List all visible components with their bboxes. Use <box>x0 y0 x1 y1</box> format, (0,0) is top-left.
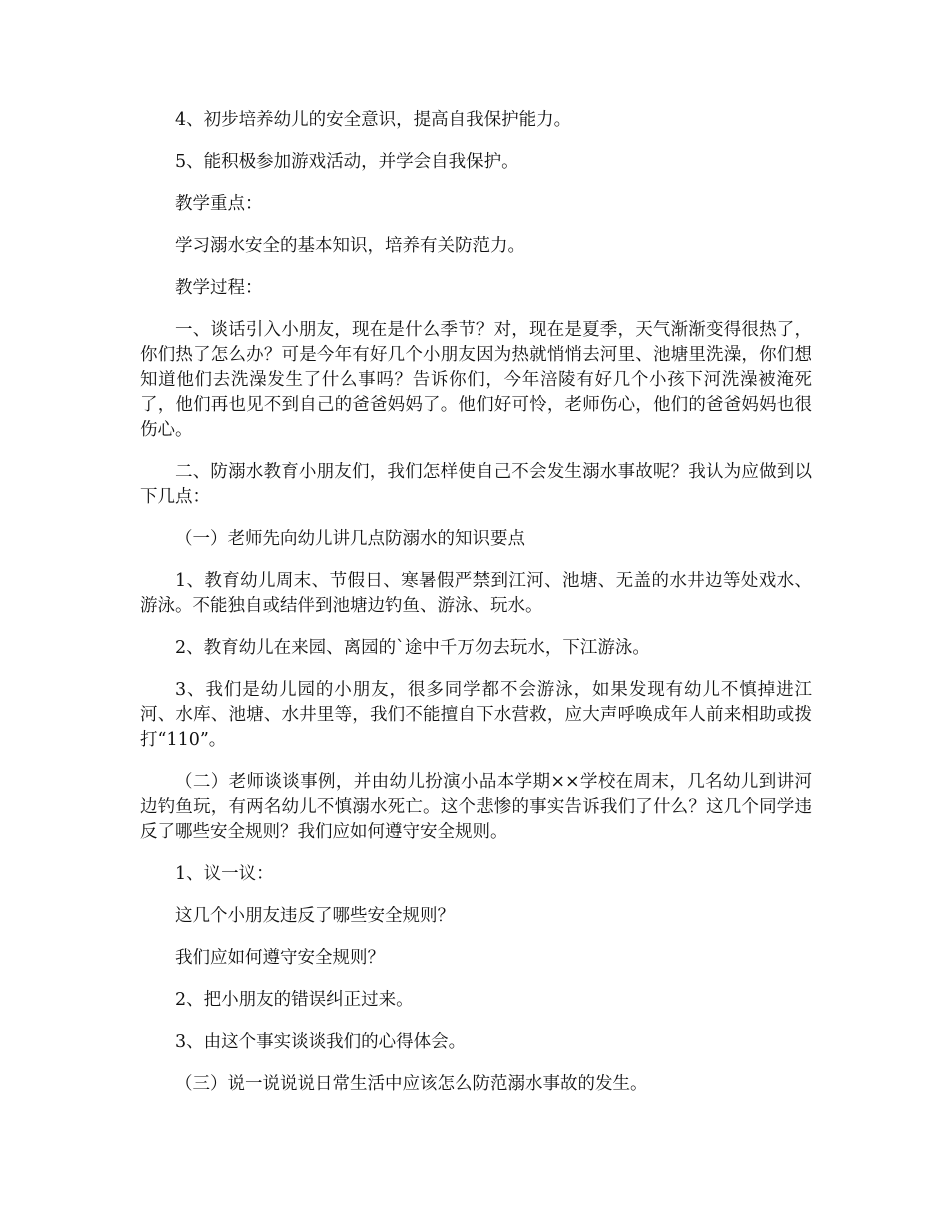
paragraph-point-3: 3、我们是幼儿园的小朋友，很多同学都不会游泳，如果发现有幼儿不慎掉进江河、水库、池塘、水井里等，我们不能擅自下水营救，应大声呼唤成年人前来相助或拨打“110”。 <box>140 680 812 750</box>
paragraph-discuss: 1、议一议： <box>175 864 274 884</box>
heading-teaching-focus: 教学重点： <box>175 194 263 214</box>
paragraph-teaching-focus: 学习溺水安全的基本知识，培养有关防范力。 <box>175 236 525 256</box>
paragraph-part-2-education: 二、防溺水教育小朋友们，我们怎样使自己不会发生溺水事故呢？我认为应做到以下几点： <box>140 462 812 507</box>
paragraph-question-1: 这几个小朋友违反了哪些安全规则？ <box>175 906 455 926</box>
paragraph-goal-5: 5、能积极参加游戏活动，并学会自我保护。 <box>175 152 519 172</box>
subheading-section-1: （一）老师先向幼儿讲几点防溺水的知识要点 <box>175 529 525 549</box>
paragraph-correct-errors: 2、把小朋友的错误纠正过来。 <box>175 990 414 1010</box>
paragraph-goal-4: 4、初步培养幼儿的安全意识，提高自我保护能力。 <box>175 110 572 130</box>
paragraph-reflection: 3、由这个事实谈谈我们的心得体会。 <box>175 1032 467 1052</box>
document-body <box>140 108 812 1114</box>
paragraph-part-1-intro: 一、谈话引入小朋友，现在是什么季节？对，现在是夏季，天气渐渐变得很热了，你们热了怎么办？可是今年有好几个小朋友因为热就悄悄去河里、池塘里洗澡，你们想知道他们去洗澡发生了什么事吗？告诉你们，今年涪陵有好几个小孩下河洗澡被淹死了，他们再也见不到自己的爸爸妈妈了。他们好可怜，老师伤心，他们的爸爸妈妈也很伤心。 <box>140 320 812 440</box>
paragraph-point-1: 1、教育幼儿周末、节假日、寒暑假严禁到江河、池塘、无盖的水井边等处戏水、游泳。不能独自或结伴到池塘边钓鱼、游泳、玩水。 <box>140 571 812 616</box>
subheading-section-2: （二）老师谈谈事例，并由幼儿扮演小品本学期××学校在周末，几名幼儿到讲河边钓鱼玩，有两名幼儿不慎溺水死亡。这个悲惨的事实告诉我们了什么？这几个同学违反了哪些安全规则？我们应如何遵守安全规则。 <box>140 772 812 842</box>
paragraph-question-2: 我们应如何遵守安全规则？ <box>175 948 385 968</box>
paragraph-point-2: 2、教育幼儿在来园、离园的`途中千万勿去玩水，下江游泳。 <box>175 638 650 658</box>
subheading-section-3: （三）说一说说说日常生活中应该怎么防范溺水事故的发生。 <box>175 1074 648 1094</box>
heading-teaching-process: 教学过程： <box>175 278 263 298</box>
